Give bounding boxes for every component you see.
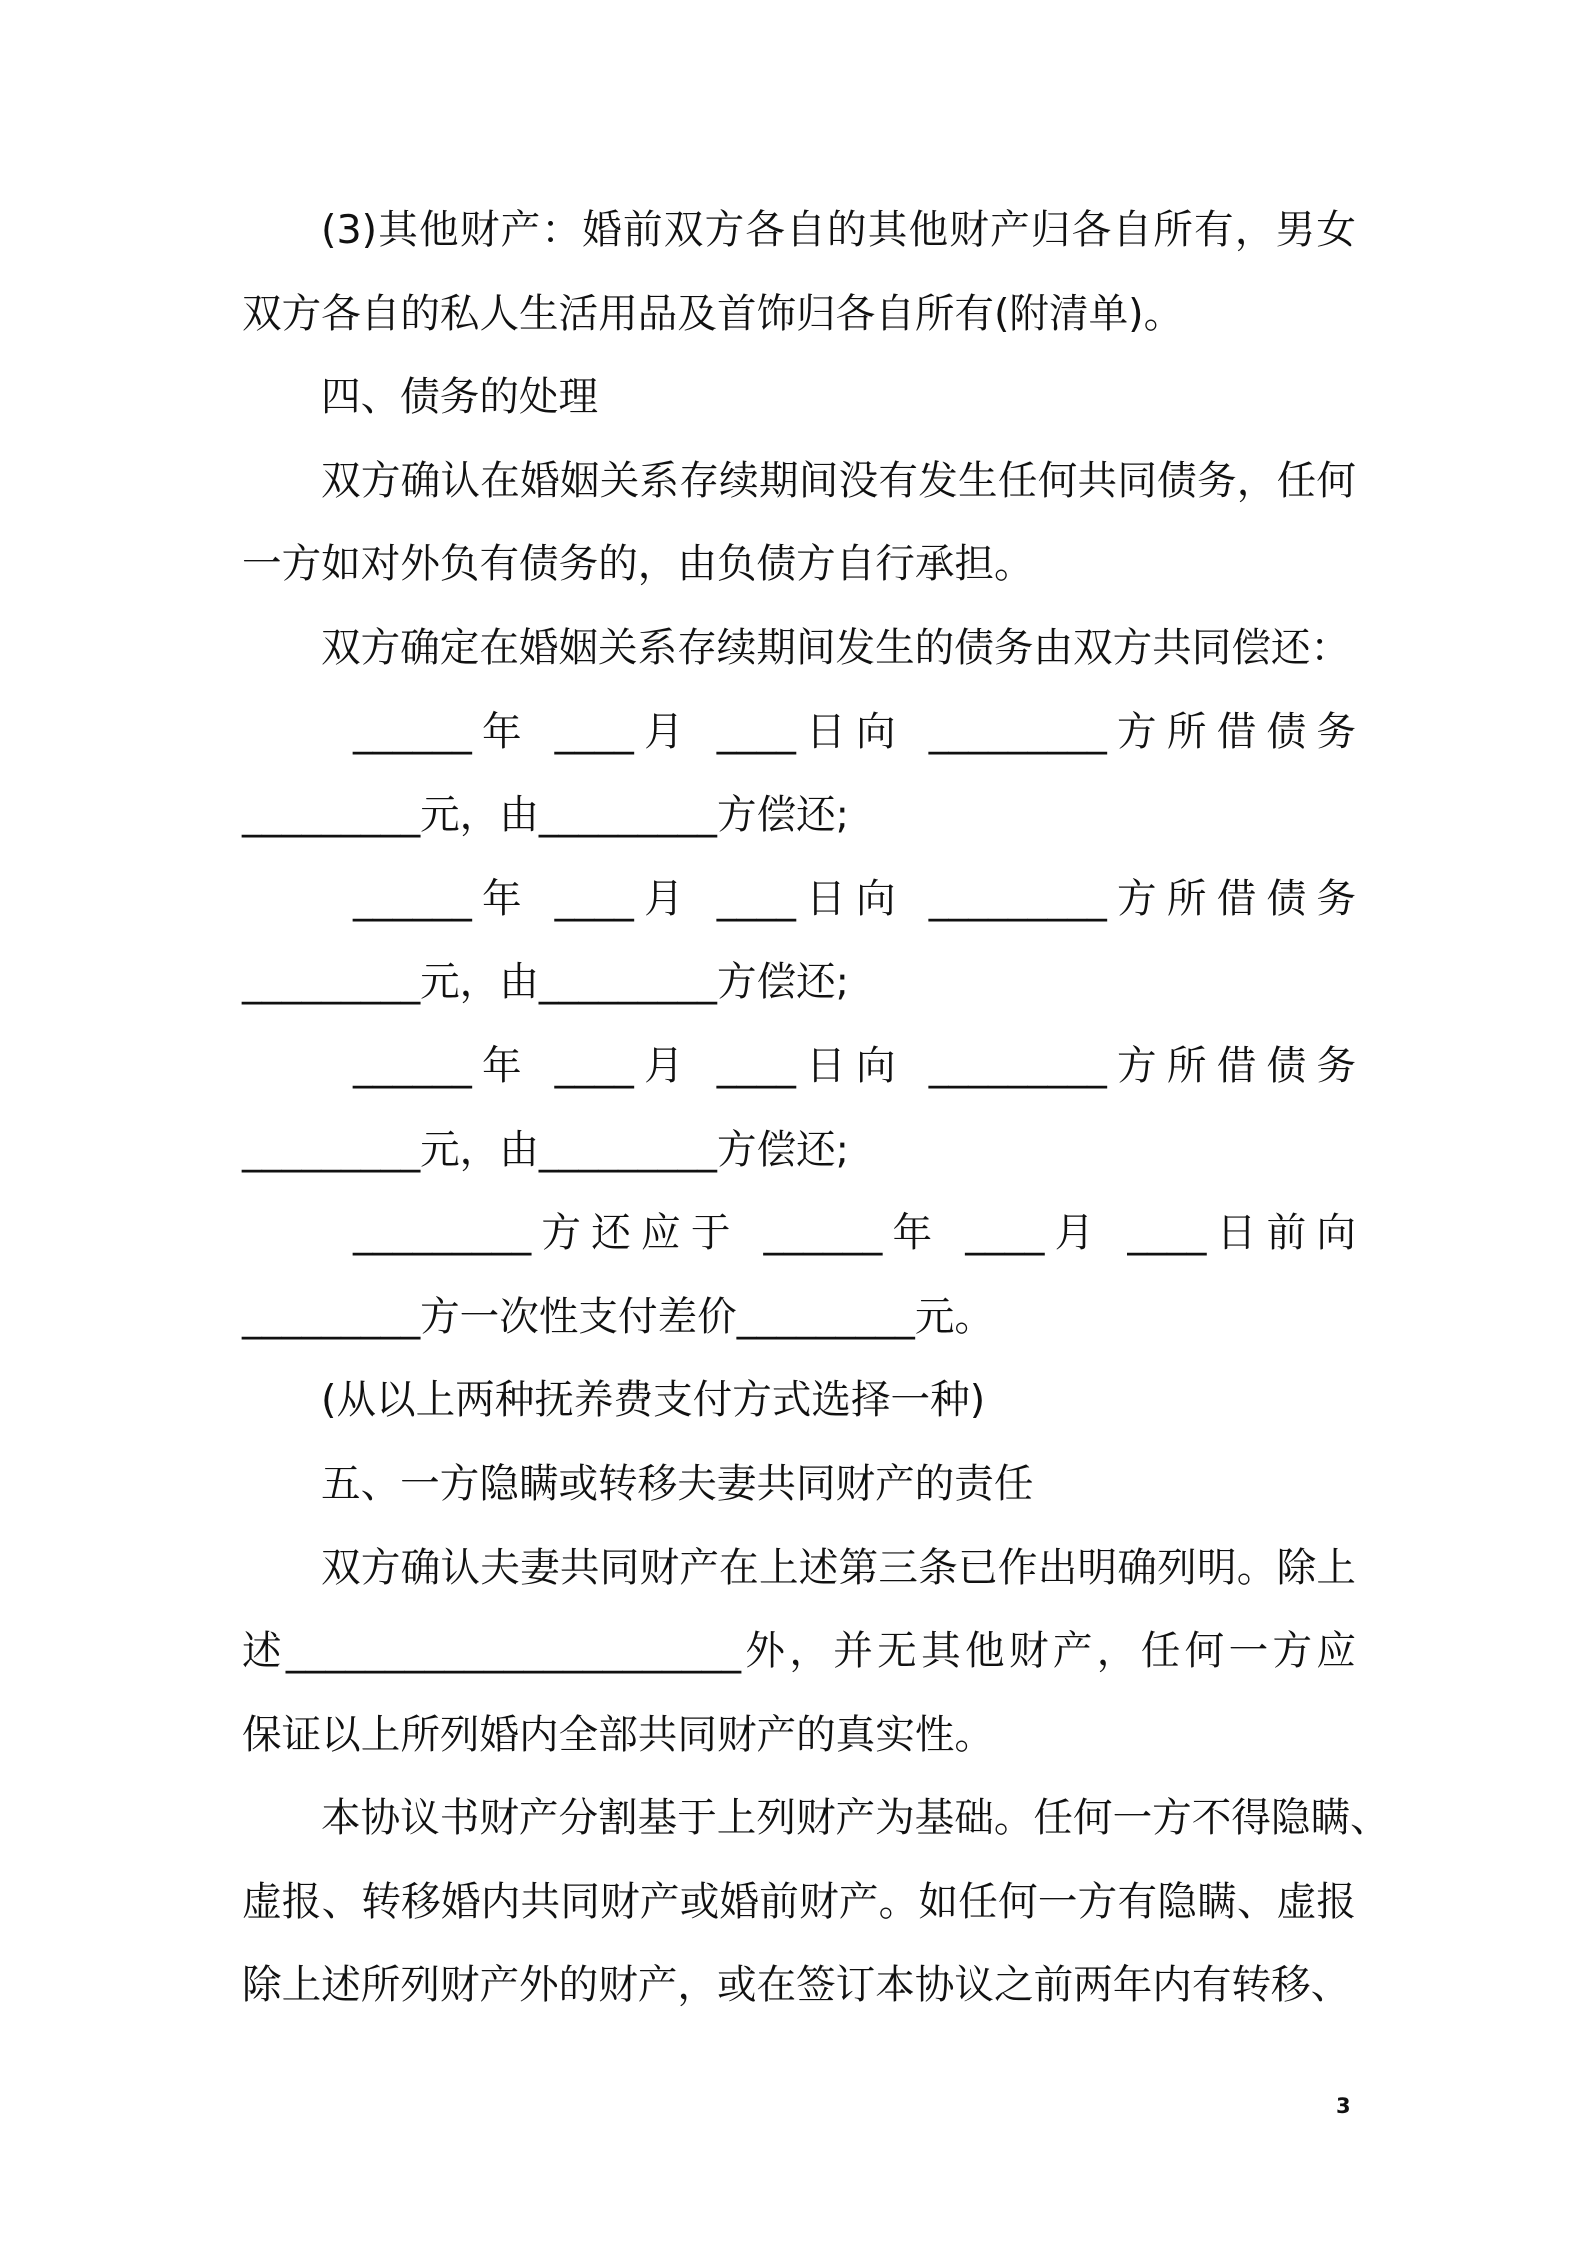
section-heading: 四、债务的处理 <box>321 374 599 421</box>
paragraph-line: 除上述所列财产外的财产，或在签订本协议之前两年内有转移、 <box>242 1962 1351 2009</box>
paragraph-line: 保证以上所列婚内全部共同财产的真实性。 <box>242 1711 994 1758</box>
page-number: 3 <box>1336 2094 1351 2118</box>
fill-in-line: ______年 ____月 ____日向 _________方所借债务 <box>353 708 1356 755</box>
fill-in-line: _________元，由_________方偿还; <box>242 1126 850 1173</box>
paragraph-line: 本协议书财产分割基于上列财产为基础。任何一方不得隐瞒、 <box>321 1795 1390 1842</box>
fill-in-line: ______年 ____月 ____日向 _________方所借债务 <box>353 1042 1356 1089</box>
fill-in-line: _________元，由_________方偿还; <box>242 792 850 839</box>
paragraph-line: 一方如对外负有债务的，由负债方自行承担。 <box>242 541 1034 588</box>
fill-in-line: _________元，由_________方偿还; <box>242 959 850 1006</box>
paragraph-line: 双方确认在婚姻关系存续期间没有发生任何共同债务，任何 <box>321 457 1356 504</box>
fill-in-line: _________方还应于 ______年 ____月 ____日前向 <box>353 1210 1356 1257</box>
fill-in-line: ______年 ____月 ____日向 _________方所借债务 <box>353 875 1356 922</box>
paragraph-line: 双方各自的私人生活用品及首饰归各自所有(附清单)。 <box>242 290 1184 337</box>
fill-in-line: _________方一次性支付差价_________元。 <box>242 1293 994 1340</box>
fill-in-line: 述_______________________外，并无其他财产，任何一方应 <box>242 1628 1356 1675</box>
document-body <box>242 189 1390 2028</box>
paragraph-line: 虚报、转移婚内共同财产或婚前财产。如任何一方有隐瞒、虚报 <box>242 1878 1356 1925</box>
paragraph-line: 双方确认夫妻共同财产在上述第三条已作出明确列明。除上 <box>321 1544 1356 1591</box>
paragraph-line: 双方确定在婚姻关系存续期间发生的债务由双方共同偿还： <box>321 624 1351 671</box>
section-heading: 五、一方隐瞒或转移夫妻共同财产的责任 <box>321 1460 1034 1507</box>
paragraph-line: (3)其他财产：婚前双方各自的其他财产归各自所有，男女 <box>321 207 1356 253</box>
paragraph-line: (从以上两种抚养费支付方式选择一种) <box>321 1377 986 1424</box>
